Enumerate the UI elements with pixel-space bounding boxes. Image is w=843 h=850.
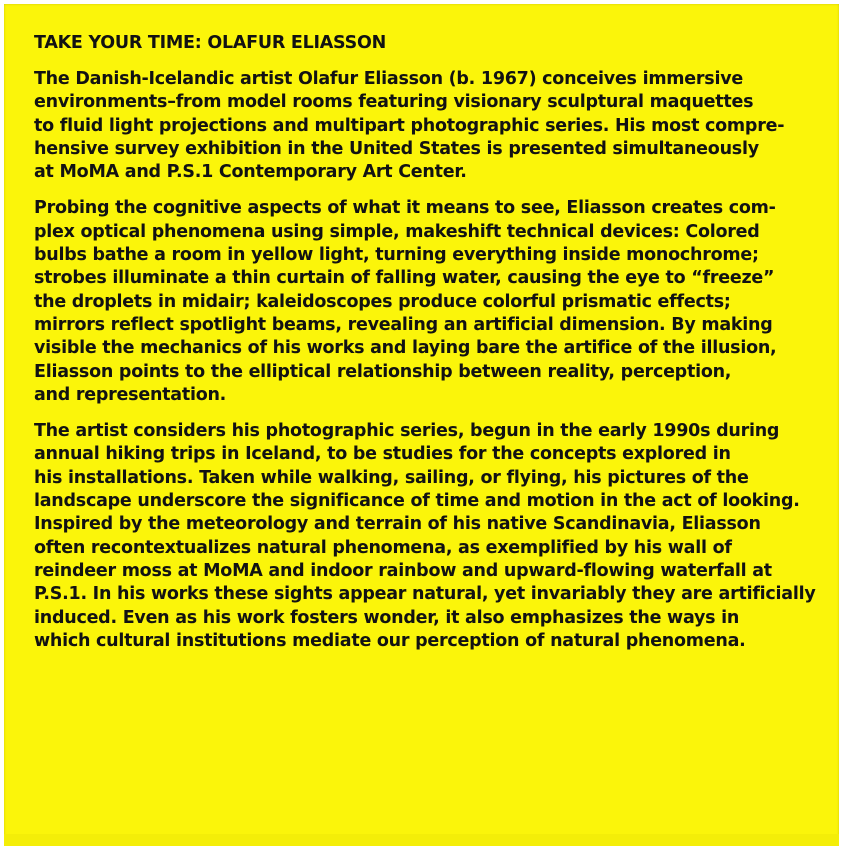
text-line: landscape underscore the significance of time and motion in the act of looking. [34, 491, 800, 512]
text-line: at MoMA and P.S.1 Contemporary Art Center. [34, 162, 467, 183]
paragraph-photographic-series [34, 420, 829, 653]
document-title: TAKE YOUR TIME: OLAFUR ELIASSON [34, 33, 386, 53]
text-line: Eliasson points to the elliptical relationship between reality, perception, [34, 361, 732, 382]
text-line: environments–from model rooms featuring visionary sculptural maquettes [34, 92, 754, 113]
text-line: The Danish-Icelandic artist Olafur Eliasson (b. 1967) conceives immersive [34, 69, 743, 89]
text-line: the droplets in midair; kaleidoscopes produce colorful prismatic effects; [34, 291, 731, 312]
text-line: reindeer moss at MoMA and indoor rainbow and upward-flowing waterfall at [34, 560, 772, 581]
text-line: and representation. [34, 384, 227, 405]
text-line: bulbs bathe a room in yellow light, turning everything inside monochrome; [34, 245, 759, 266]
text-line: hensive survey exhibition in the United States is presented simultaneously [34, 138, 759, 159]
text-column [34, 31, 829, 666]
text-line: induced. Even as his work fosters wonder, it also emphasizes the ways in [34, 607, 740, 628]
paragraph-optical-phenomena [34, 197, 829, 407]
text-line: Probing the cognitive aspects of what it means to see, Eliasson creates com- [34, 198, 776, 219]
text-line: which cultural institutions mediate our perception of natural phenomena. [34, 630, 746, 651]
paragraph-intro [34, 68, 829, 184]
page-bottom-edge [4, 834, 839, 846]
text-line: Inspired by the meteorology and terrain of his native Scandinavia, Eliasson [34, 514, 761, 535]
text-line: to fluid light projections and multipart photographic series. His most compre- [34, 115, 785, 136]
text-line: strobes illuminate a thin curtain of falling water, causing the eye to “freeze” [34, 268, 775, 289]
text-line: often recontextualizes natural phenomena, as exemplified by his wall of [34, 537, 732, 558]
text-line: his installations. Taken while walking, sailing, or flying, his pictures of the [34, 467, 749, 488]
text-line: annual hiking trips in Iceland, to be studies for the concepts explored in [34, 444, 731, 465]
text-line: mirrors reflect spotlight beams, revealing an artificial dimension. By making [34, 314, 773, 335]
text-line: The artist considers his photographic series, begun in the early 1990s during [34, 421, 780, 442]
text-line: P.S.1. In his works these sights appear natural, yet invariably they are artificially [34, 584, 816, 605]
document-page [4, 4, 839, 846]
text-line: plex optical phenomena using simple, makeshift technical devices: Colored [34, 221, 760, 242]
text-line: visible the mechanics of his works and laying bare the artifice of the illusion, [34, 338, 777, 359]
